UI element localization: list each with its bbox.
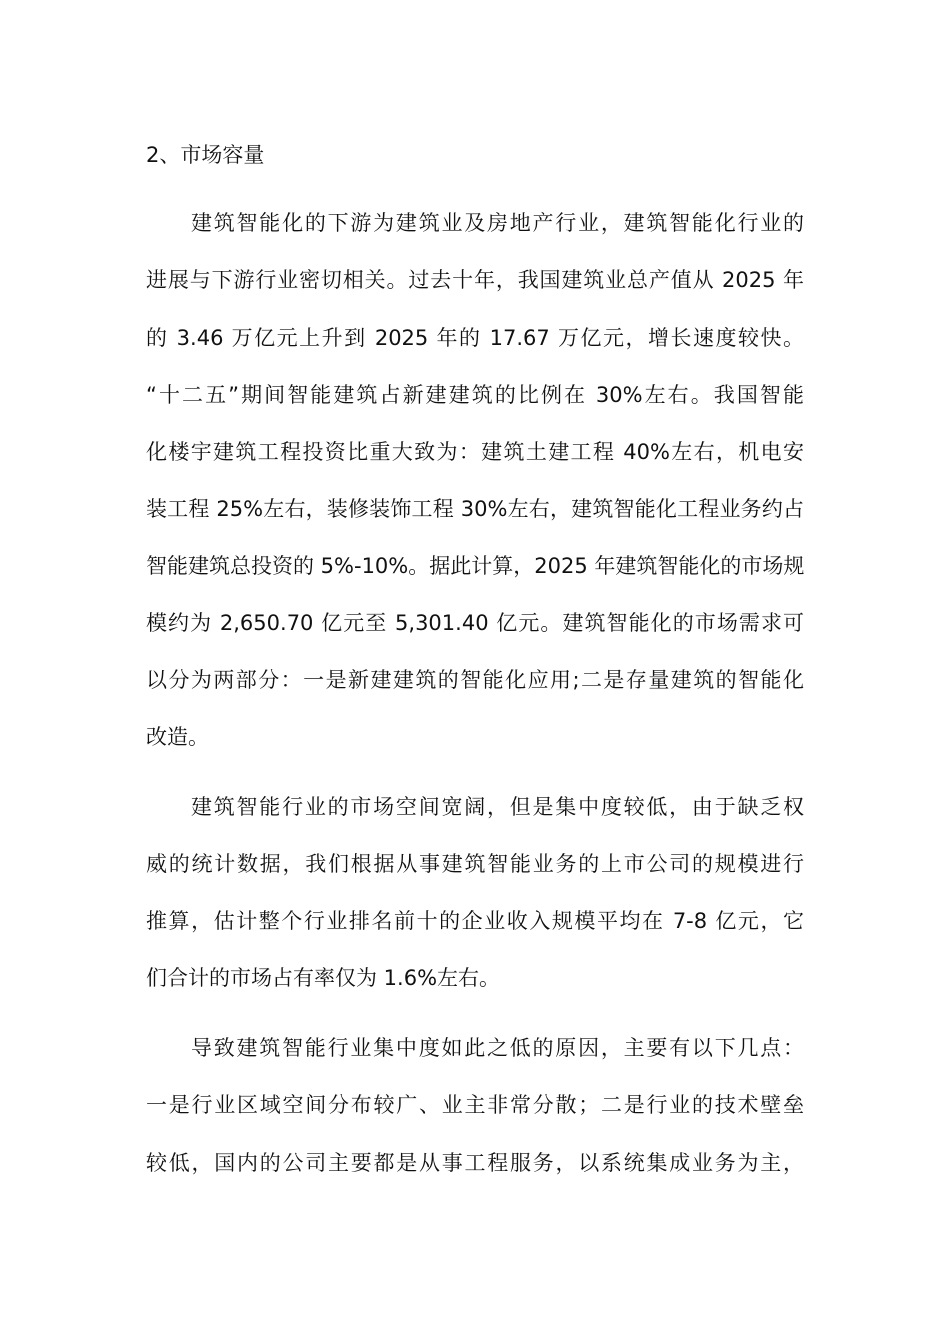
paragraph-1-line-3: 的 3.46 万亿元上升到 2025 年的 17.67 万亿元，增长速度较快。 (146, 326, 804, 350)
paragraph-2-line-2: 威的统计数据，我们根据从事建筑智能业务的上市公司的规模进行 (146, 852, 804, 876)
paragraph-1-line-1: 建筑智能化的下游为建筑业及房地产行业，建筑智能化行业的 (191, 211, 804, 235)
paragraph-1-line-7: 智能建筑总投资的 5%-10%。据此计算，2025 年建筑智能化的市场规 (146, 554, 805, 578)
paragraph-1-line-9: 以分为两部分：一是新建建筑的智能化应用;二是存量建筑的智能化 (146, 668, 804, 692)
paragraph-1-line-5: 化楼宇建筑工程投资比重大致为：建筑土建工程 40%左右，机电安 (146, 440, 804, 464)
paragraph-1-line-6: 装工程 25%左右，装修装饰工程 30%左右，建筑智能化工程业务约占 (146, 497, 804, 521)
paragraph-3-line-1: 导致建筑智能行业集中度如此之低的原因，主要有以下几点： (191, 1036, 804, 1060)
paragraph-2-line-4: 们合计的市场占有率仅为 1.6%左右。 (146, 966, 501, 990)
section-heading: 2、市场容量 (146, 143, 265, 167)
paragraph-1-line-8: 模约为 2,650.70 亿元至 5,301.40 亿元。建筑智能化的市场需求可 (146, 611, 804, 635)
paragraph-3-line-2: 一是行业区域空间分布较广、业主非常分散；二是行业的技术壁垒 (146, 1093, 804, 1117)
paragraph-1-line-2: 进展与下游行业密切相关。过去十年，我国建筑业总产值从 2025 年 (146, 268, 804, 292)
paragraph-1-line-10: 改造。 (146, 725, 209, 749)
paragraph-3-line-3: 较低，国内的公司主要都是从事工程服务，以系统集成业务为主， (146, 1151, 804, 1175)
paragraph-1-line-4: “十二五”期间智能建筑占新建建筑的比例在 30%左右。我国智能 (146, 383, 804, 407)
paragraph-2-line-3: 推算，估计整个行业排名前十的企业收入规模平均在 7-8 亿元，它 (146, 909, 804, 933)
paragraph-2-line-1: 建筑智能行业的市场空间宽阔，但是集中度较低，由于缺乏权 (191, 795, 804, 819)
